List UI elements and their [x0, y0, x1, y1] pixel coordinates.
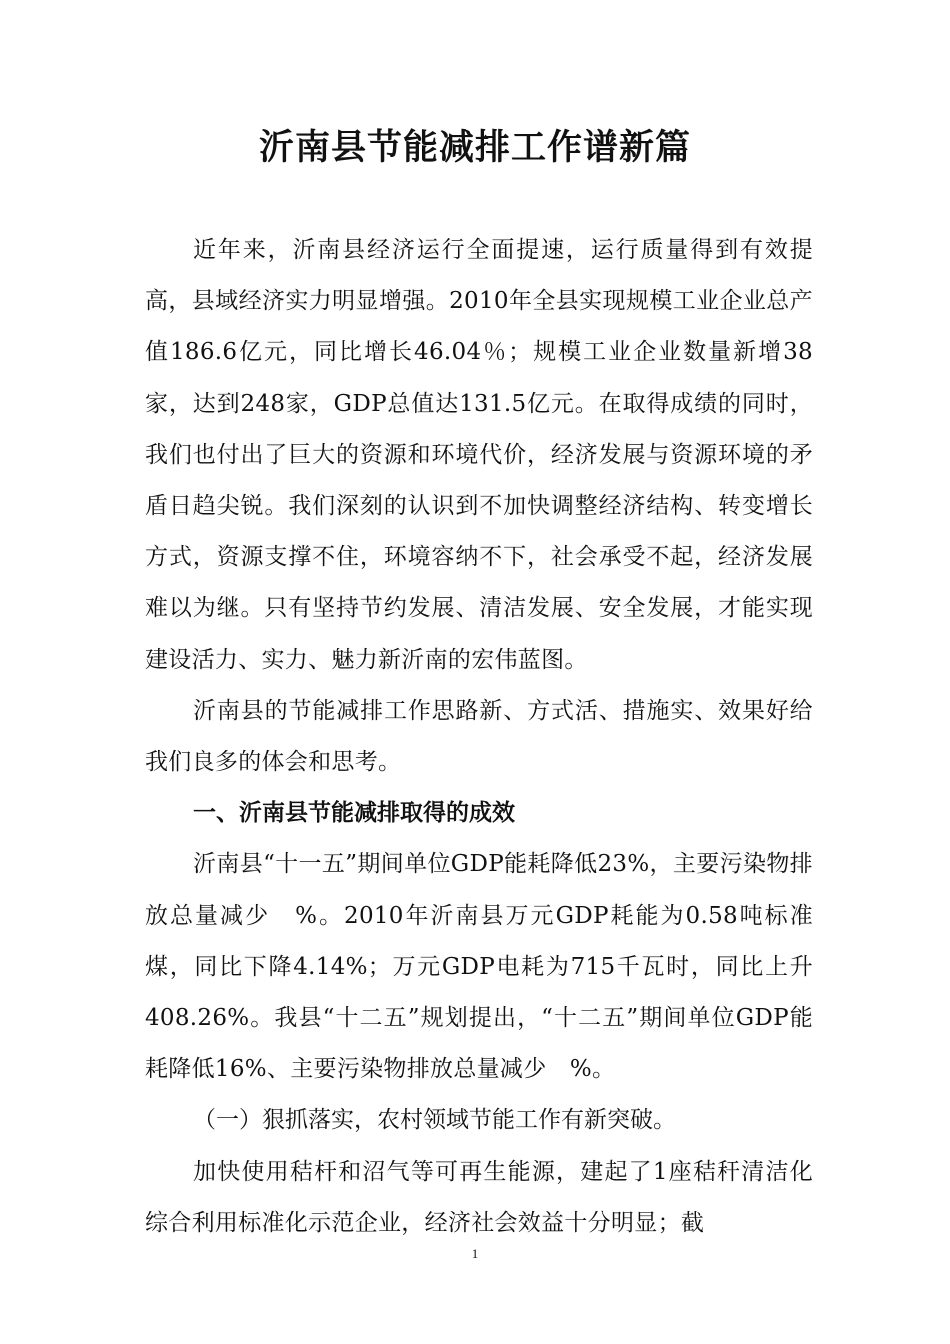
page-number: 1: [471, 1246, 479, 1261]
reflection-paragraph: 沂南县的节能减排工作思路新、方式活、措施实、效果好给我们良多的体会和思考。: [145, 697, 813, 776]
subsection-heading: （一）狠抓落实，农村领域节能工作有新突破。: [193, 1107, 676, 1134]
document-title: 沂南县节能减排工作谱新篇: [258, 127, 691, 168]
document-body: [145, 225, 813, 1249]
intro-paragraph: 近年来，沂南县经济运行全面提速，运行质量得到有效提高，县域经济实力明显增强。2010年全县实现规模工业企业总产值186.6亿元，同比增长46.04％；规模工业企业数量新增38家，达到248家，GDP总值达131.5亿元。在取得成绩的同时，我们也付出了巨大的资源和环境代价，经济发展与资源环境的矛盾日趋尖锐。我们深刻的认识到不加快调整经济结构、转变增长方式，资源支撑不住，环境容纳不下，社会承受不起，经济发展难以为继。只有坚持节约发展、清洁发展、安全发展，才能实现建设活力、实力、魅力新沂南的宏伟蓝图。: [145, 237, 813, 673]
results-paragraph: 沂南县“十一五”期间单位GDP能耗降低23%，主要污染物排放总量减少 %。2010年沂南县万元GDP耗能为0.58吨标准煤，同比下降4.14%；万元GDP电耗为715千瓦时，同比上升408.26%。我县“十二五”规划提出，“十二五”期间单位GDP能耗降低16%、主要污染物排放总量减少 %。: [145, 851, 813, 1083]
rural-energy-paragraph: 加快使用秸杆和沼气等可再生能源，建起了1座秸秆清洁化综合利用标准化示范企业，经济社会效益十分明显；截: [145, 1158, 813, 1236]
section-heading: 一、沂南县节能减排取得的成效: [193, 800, 515, 827]
